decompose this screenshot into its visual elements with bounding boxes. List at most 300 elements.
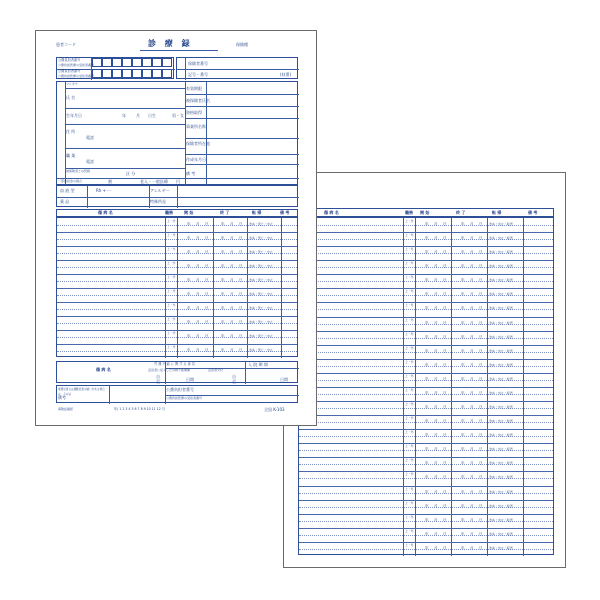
front-row-start-month: 月 bbox=[196, 292, 200, 296]
back-row-start-day: 日 bbox=[443, 461, 447, 466]
back-row-start-year: 年 bbox=[425, 405, 429, 410]
back-row-start-month: 月 bbox=[434, 236, 438, 241]
back-row-end-year: 年 bbox=[461, 250, 465, 255]
back-row-start-day: 日 bbox=[443, 531, 447, 536]
opinion-sub1: 意見書に記入した労務不能期間 bbox=[148, 368, 191, 372]
id-digit-cell bbox=[152, 69, 162, 78]
back-row-outside: 上・外 bbox=[405, 430, 414, 435]
payer2-label: 公費負担者番号 bbox=[58, 69, 81, 73]
remarks-header: 備 考 bbox=[280, 210, 290, 215]
id-digit-cell bbox=[102, 69, 112, 78]
front-row-outcome: 治ゆ・死亡・中止 bbox=[249, 264, 274, 268]
back-row-start-year: 年 bbox=[425, 292, 429, 297]
front-row-start-year: 年 bbox=[187, 306, 191, 310]
front-row-end-year: 年 bbox=[221, 222, 225, 226]
front-row-outside: 上・外 bbox=[167, 289, 176, 293]
back-row-start-month: 月 bbox=[434, 419, 438, 424]
front-row-end-year: 年 bbox=[221, 292, 225, 296]
back-row-end-month: 月 bbox=[470, 475, 474, 480]
back-row-line bbox=[299, 471, 553, 472]
front-row-end-day: 日 bbox=[239, 292, 243, 296]
front-row-end-day: 日 bbox=[239, 348, 243, 352]
back-row-line bbox=[299, 274, 553, 275]
back-row-outside: 上・外 bbox=[405, 317, 414, 322]
back-row-outcome: 治ゆ・中止・転医 bbox=[489, 376, 514, 381]
front-row-line bbox=[57, 316, 297, 317]
back-row-end-year: 年 bbox=[461, 264, 465, 269]
back-occupation-header: 職務 bbox=[405, 210, 413, 215]
occupation-header: 職務 bbox=[165, 210, 173, 215]
id-digit-cell bbox=[162, 58, 172, 67]
back-row-start-year: 年 bbox=[425, 236, 429, 241]
recipient2-label: 公費負担医療の受給者番号 bbox=[58, 74, 95, 78]
back-row-end-month: 月 bbox=[470, 278, 474, 283]
back-row-start-month: 月 bbox=[434, 222, 438, 226]
back-row-end-day: 日 bbox=[479, 517, 483, 522]
back-row-end-year: 年 bbox=[461, 489, 465, 494]
id-digit-cell bbox=[102, 58, 112, 67]
classification-label: 区 分 bbox=[126, 171, 136, 176]
front-row-outside: 上・外 bbox=[167, 303, 176, 307]
back-row-start-year: 年 bbox=[425, 264, 429, 269]
back-row-end-month: 月 bbox=[470, 222, 474, 226]
back-row-end-year: 年 bbox=[461, 292, 465, 297]
front-row-start-day: 日 bbox=[205, 292, 209, 296]
back-row-line bbox=[299, 415, 553, 416]
bottom-disease-header: 傷 病 名 bbox=[96, 367, 111, 372]
back-row-end-day: 日 bbox=[479, 320, 483, 325]
front-row-outcome: 治ゆ・死亡・中止 bbox=[249, 320, 274, 324]
front-row-end-year: 年 bbox=[221, 320, 225, 324]
front-row-line bbox=[57, 260, 297, 261]
back-row-end-year: 年 bbox=[461, 362, 465, 367]
back-row-line bbox=[299, 331, 553, 332]
back-row-outcome: 治ゆ・中止・転医 bbox=[489, 531, 514, 536]
back-row-start-day: 日 bbox=[443, 292, 447, 297]
elderly-label: 老人・一般医療 bbox=[140, 179, 168, 184]
back-record-sheet bbox=[283, 172, 566, 568]
dob-label: 生年月日 bbox=[66, 113, 82, 118]
back-row-end-month: 月 bbox=[470, 320, 474, 325]
back-row-start-year: 年 bbox=[425, 447, 429, 452]
back-row-outside: 上・外 bbox=[405, 472, 414, 477]
front-row-outcome: 治ゆ・死亡・中止 bbox=[249, 222, 274, 226]
back-row-start-day: 日 bbox=[443, 278, 447, 283]
back-row-outside: 上・外 bbox=[405, 458, 414, 463]
back-row-line bbox=[299, 401, 553, 402]
back-row-end-year: 年 bbox=[461, 306, 465, 311]
front-row-start-day: 日 bbox=[205, 348, 209, 352]
back-row-start-month: 月 bbox=[434, 250, 438, 255]
back-row-end-day: 日 bbox=[479, 405, 483, 410]
yen-label: 円 bbox=[176, 179, 180, 184]
back-row-start-day: 日 bbox=[443, 334, 447, 339]
back-row-outcome: 治ゆ・中止・転医 bbox=[489, 545, 514, 550]
back-row-start-year: 年 bbox=[425, 461, 429, 466]
front-row-start-month: 月 bbox=[196, 236, 200, 240]
front-row-outside: 上・外 bbox=[167, 275, 176, 279]
front-row-start-year: 年 bbox=[187, 278, 191, 282]
back-row-start-year: 年 bbox=[425, 489, 429, 494]
back-row-start-month: 月 bbox=[434, 475, 438, 480]
front-row-start-year: 年 bbox=[187, 236, 191, 240]
front-row-start-year: 年 bbox=[187, 320, 191, 324]
back-row-line bbox=[299, 514, 553, 515]
front-row-line bbox=[57, 274, 297, 275]
back-row-outside: 上・外 bbox=[405, 528, 414, 533]
back-row-end-year: 年 bbox=[461, 419, 465, 424]
back-row-end-year: 年 bbox=[461, 475, 465, 480]
front-row-outcome: 治ゆ・死亡・中止 bbox=[249, 292, 274, 296]
back-row-outside: 上・外 bbox=[405, 247, 414, 252]
front-row-start-month: 月 bbox=[196, 264, 200, 268]
back-row-start-year: 年 bbox=[425, 320, 429, 325]
back-row-line bbox=[299, 457, 553, 458]
back-row-start-day: 日 bbox=[443, 433, 447, 438]
back-row-end-month: 月 bbox=[470, 405, 474, 410]
relation-label: 被保険者との続柄 bbox=[66, 169, 91, 173]
footer-public-payer: 公費負担者番号 bbox=[166, 387, 194, 392]
back-row-end-month: 月 bbox=[470, 545, 474, 550]
back-row-end-month: 月 bbox=[470, 461, 474, 466]
front-row-outside: 上・外 bbox=[167, 219, 176, 223]
back-row-start-day: 日 bbox=[443, 264, 447, 269]
fee-ratio-label: 一部負担金の割合 bbox=[58, 179, 83, 183]
back-row-start-month: 月 bbox=[434, 376, 438, 381]
admission-label: 入 院 期 間 bbox=[248, 362, 268, 367]
front-row-end-day: 日 bbox=[239, 306, 243, 310]
back-row-start-year: 年 bbox=[425, 419, 429, 424]
back-row-outcome: 治ゆ・中止・転医 bbox=[489, 433, 514, 438]
back-row-end-month: 月 bbox=[470, 447, 474, 452]
back-row-end-year: 年 bbox=[461, 405, 465, 410]
adm-to-label: 至 bbox=[232, 379, 236, 384]
back-row-outcome: 治ゆ・中止・転医 bbox=[489, 489, 514, 494]
front-row-start-month: 月 bbox=[196, 250, 200, 254]
back-row-outside: 上・外 bbox=[405, 303, 414, 308]
dob-month: 月 bbox=[136, 113, 140, 118]
back-row-line bbox=[299, 260, 553, 261]
front-row-start-day: 日 bbox=[205, 278, 209, 282]
back-row-outside: 上・外 bbox=[405, 331, 414, 336]
back-row-outside: 上・外 bbox=[405, 444, 414, 449]
back-row-outside: 上・外 bbox=[405, 373, 414, 378]
phone-label-2: 電話 bbox=[86, 159, 94, 164]
back-row-outcome: 治ゆ・中止・転医 bbox=[489, 419, 514, 424]
front-row-outside: 上・外 bbox=[167, 331, 176, 335]
back-row-outside: 上・外 bbox=[405, 486, 414, 491]
front-row-line bbox=[57, 232, 297, 233]
back-row-start-day: 日 bbox=[443, 390, 447, 395]
back-row-end-day: 日 bbox=[479, 433, 483, 438]
front-row-end-day: 日 bbox=[239, 320, 243, 324]
back-row-end-year: 年 bbox=[461, 278, 465, 283]
back-row-start-month: 月 bbox=[434, 334, 438, 339]
back-row-outside: 上・外 bbox=[405, 219, 414, 223]
back-row-outcome: 治ゆ・中止・転医 bbox=[489, 517, 514, 522]
back-outcome-header: 転 帰 bbox=[492, 210, 502, 215]
back-row-end-day: 日 bbox=[479, 222, 483, 226]
back-row-line bbox=[299, 302, 553, 303]
back-row-end-year: 年 bbox=[461, 320, 465, 325]
back-row-line bbox=[299, 486, 553, 487]
back-row-outside: 上・外 bbox=[405, 261, 414, 266]
back-row-start-month: 月 bbox=[434, 531, 438, 536]
back-row-end-day: 日 bbox=[479, 489, 483, 494]
patient-code-label: 患者コード bbox=[56, 42, 76, 47]
front-row-end-day: 日 bbox=[239, 264, 243, 268]
back-row-end-month: 月 bbox=[470, 250, 474, 255]
front-row-end-year: 年 bbox=[221, 306, 225, 310]
qualified-date-label: 資格取得 bbox=[186, 110, 202, 115]
footer-remarks: 備考 bbox=[58, 395, 66, 400]
back-row-end-month: 月 bbox=[470, 306, 474, 311]
employer-name-label: 事業所名称 bbox=[186, 124, 206, 129]
back-row-end-month: 月 bbox=[470, 236, 474, 241]
front-row-end-month: 月 bbox=[230, 250, 234, 254]
back-row-outcome: 治ゆ・中止・転医 bbox=[489, 222, 514, 226]
percent-label: 割 bbox=[108, 179, 112, 184]
back-row-start-month: 月 bbox=[434, 503, 438, 508]
back-disease-header: 傷 病 名 bbox=[324, 210, 339, 215]
back-row-end-month: 月 bbox=[470, 292, 474, 297]
back-row-outside: 上・外 bbox=[405, 542, 414, 547]
back-row-line bbox=[299, 359, 553, 360]
back-row-start-year: 年 bbox=[425, 278, 429, 283]
back-row-start-day: 日 bbox=[443, 222, 447, 226]
front-row-end-month: 月 bbox=[230, 222, 234, 226]
front-row-end-day: 日 bbox=[239, 334, 243, 338]
front-row-outcome: 治ゆ・死亡・中止 bbox=[249, 250, 274, 254]
back-row-end-day: 日 bbox=[479, 545, 483, 550]
back-row-end-month: 月 bbox=[470, 433, 474, 438]
back-row-outcome: 治ゆ・中止・転医 bbox=[489, 362, 514, 367]
back-end-header: 終 了 bbox=[456, 210, 466, 215]
name-label: 氏 名 bbox=[66, 95, 76, 100]
back-row-end-month: 月 bbox=[470, 503, 474, 508]
back-row-end-day: 日 bbox=[479, 461, 483, 466]
back-row-outcome: 治ゆ・中止・転医 bbox=[489, 390, 514, 395]
front-row-start-day: 日 bbox=[205, 264, 209, 268]
front-row-end-month: 月 bbox=[230, 348, 234, 352]
page-title: 診 療 録 bbox=[148, 39, 193, 48]
back-row-start-day: 日 bbox=[443, 405, 447, 410]
back-row-start-day: 日 bbox=[443, 517, 447, 522]
back-row-end-year: 年 bbox=[461, 390, 465, 395]
back-row-start-month: 月 bbox=[434, 306, 438, 311]
back-row-start-month: 月 bbox=[434, 405, 438, 410]
start-header: 開 始 bbox=[184, 210, 194, 215]
days-label: 日間 bbox=[186, 377, 194, 382]
back-row-start-month: 月 bbox=[434, 264, 438, 269]
id-digit-cell bbox=[162, 69, 172, 78]
front-row-end-month: 月 bbox=[230, 292, 234, 296]
back-row-start-year: 年 bbox=[425, 545, 429, 550]
back-row-start-day: 日 bbox=[443, 475, 447, 480]
back-row-outside: 上・外 bbox=[405, 345, 414, 350]
back-row-start-month: 月 bbox=[434, 447, 438, 452]
id-digit-cell bbox=[122, 69, 132, 78]
front-row-end-month: 月 bbox=[230, 236, 234, 240]
id-digit-cell bbox=[112, 58, 122, 67]
phone-label-1: 電話 bbox=[86, 135, 94, 140]
end-header: 終 了 bbox=[220, 210, 230, 215]
back-row-outside: 上・外 bbox=[405, 359, 414, 364]
back-row-start-day: 日 bbox=[443, 306, 447, 311]
id-digit-cell bbox=[92, 69, 102, 78]
back-row-end-day: 日 bbox=[479, 250, 483, 255]
back-row-start-year: 年 bbox=[425, 250, 429, 255]
back-row-end-month: 月 bbox=[470, 531, 474, 536]
front-row-start-day: 日 bbox=[205, 250, 209, 254]
back-row-start-year: 年 bbox=[425, 531, 429, 536]
to-label: 至 bbox=[156, 379, 160, 384]
back-row-start-month: 月 bbox=[434, 292, 438, 297]
back-row-outcome: 治ゆ・中止・転医 bbox=[489, 320, 514, 325]
front-row-end-year: 年 bbox=[221, 278, 225, 282]
insurer-location-label: 保険者所在地 bbox=[186, 141, 210, 146]
back-row-end-month: 月 bbox=[470, 517, 474, 522]
back-row-outcome: 治ゆ・中止・転医 bbox=[489, 306, 514, 311]
front-row-outside: 上・外 bbox=[167, 261, 176, 265]
front-row-outcome: 治ゆ・死亡・中止 bbox=[249, 306, 274, 310]
back-row-outside: 上・外 bbox=[405, 514, 414, 519]
back-row-start-day: 日 bbox=[443, 236, 447, 241]
work-accident-note: 業務災害又は通勤災害の疑いがある場合は、その旨 bbox=[58, 388, 105, 396]
front-row-end-year: 年 bbox=[221, 264, 225, 268]
front-row-end-month: 月 bbox=[230, 306, 234, 310]
sex-label: 男・女 bbox=[172, 113, 184, 118]
back-row-start-year: 年 bbox=[425, 433, 429, 438]
front-row-start-year: 年 bbox=[187, 222, 191, 226]
back-row-outcome: 治ゆ・中止・転医 bbox=[489, 236, 514, 241]
back-row-start-day: 日 bbox=[443, 376, 447, 381]
valid-period-label: 有効期限 bbox=[186, 86, 202, 91]
back-row-outcome: 治ゆ・中止・転医 bbox=[489, 475, 514, 480]
back-row-start-year: 年 bbox=[425, 376, 429, 381]
front-row-start-year: 年 bbox=[187, 292, 191, 296]
back-row-end-year: 年 bbox=[461, 376, 465, 381]
back-row-start-day: 日 bbox=[443, 362, 447, 367]
back-row-end-year: 年 bbox=[461, 531, 465, 536]
opinion-title: 労 務 不 能 に 関 す る 意 見 bbox=[154, 362, 195, 366]
front-record-sheet bbox=[35, 30, 317, 426]
back-row-end-month: 月 bbox=[470, 334, 474, 339]
back-row-start-month: 月 bbox=[434, 320, 438, 325]
front-row-outcome: 治ゆ・死亡・中止 bbox=[249, 334, 274, 338]
back-row-end-day: 日 bbox=[479, 419, 483, 424]
allergy-label: アレルギー bbox=[150, 188, 170, 193]
front-row-end-month: 月 bbox=[230, 264, 234, 268]
period-confirm-label: 保険証確認 bbox=[58, 407, 74, 411]
front-row-line bbox=[57, 330, 297, 331]
back-row-start-year: 年 bbox=[425, 222, 429, 226]
back-row-line bbox=[299, 317, 553, 318]
footer-public-recipient: 公費負担医療の受給者番号 bbox=[166, 396, 203, 400]
back-row-start-month: 月 bbox=[434, 517, 438, 522]
back-row-outcome: 治ゆ・中止・転医 bbox=[489, 250, 514, 255]
front-row-line bbox=[57, 288, 297, 289]
back-row-start-day: 日 bbox=[443, 348, 447, 353]
back-row-start-month: 月 bbox=[434, 362, 438, 367]
back-row-end-month: 月 bbox=[470, 348, 474, 353]
back-row-end-day: 日 bbox=[479, 376, 483, 381]
front-row-start-day: 日 bbox=[205, 222, 209, 226]
back-row-end-year: 年 bbox=[461, 503, 465, 508]
payer1-label: 公費負担者番号 bbox=[58, 58, 81, 62]
from-label: 自 bbox=[156, 374, 160, 379]
back-row-start-day: 日 bbox=[443, 503, 447, 508]
back-row-end-year: 年 bbox=[461, 545, 465, 550]
front-row-end-day: 日 bbox=[239, 278, 243, 282]
back-row-line bbox=[299, 288, 553, 289]
back-row-start-month: 月 bbox=[434, 461, 438, 466]
back-row-end-year: 年 bbox=[461, 348, 465, 353]
outcome-header: 転 帰 bbox=[252, 210, 262, 215]
back-row-outside: 上・外 bbox=[405, 233, 414, 238]
adm-days-label: 日間 bbox=[280, 377, 288, 382]
month-row: 年/ 1 2 3 4 5 6 7 8 9 10 11 12 月 bbox=[114, 407, 166, 411]
back-row-end-day: 日 bbox=[479, 306, 483, 311]
id-digit-cell bbox=[132, 58, 142, 67]
back-row-end-month: 月 bbox=[470, 390, 474, 395]
back-row-end-year: 年 bbox=[461, 433, 465, 438]
insured-name-label: 被保険者氏名 bbox=[186, 98, 210, 103]
back-row-end-day: 日 bbox=[479, 264, 483, 269]
id-digit-cell bbox=[142, 58, 152, 67]
back-row-end-year: 年 bbox=[461, 236, 465, 241]
back-row-end-day: 日 bbox=[479, 503, 483, 508]
front-row-start-month: 月 bbox=[196, 222, 200, 226]
back-row-start-month: 月 bbox=[434, 390, 438, 395]
drug-label: 薬 品 bbox=[60, 199, 70, 204]
id-digit-cell bbox=[152, 58, 162, 67]
back-row-line bbox=[299, 443, 553, 444]
back-row-start-month: 月 bbox=[434, 489, 438, 494]
front-row-outside: 上・外 bbox=[167, 345, 176, 349]
back-row-outcome: 治ゆ・中止・転医 bbox=[489, 405, 514, 410]
back-row-end-day: 日 bbox=[479, 292, 483, 297]
front-row-start-month: 月 bbox=[196, 334, 200, 338]
back-row-outside: 上・外 bbox=[405, 416, 414, 421]
back-row-end-day: 日 bbox=[479, 348, 483, 353]
front-row-start-year: 年 bbox=[187, 264, 191, 268]
back-row-start-day: 日 bbox=[443, 447, 447, 452]
back-row-line bbox=[299, 232, 553, 233]
back-row-outside: 上・外 bbox=[405, 289, 414, 294]
adm-from-label: 自 bbox=[232, 374, 236, 379]
front-row-start-month: 月 bbox=[196, 278, 200, 282]
back-row-start-year: 年 bbox=[425, 348, 429, 353]
back-row-line bbox=[299, 528, 553, 529]
back-row-outcome: 治ゆ・中止・転医 bbox=[489, 334, 514, 339]
front-row-end-month: 月 bbox=[230, 320, 234, 324]
front-row-start-year: 年 bbox=[187, 348, 191, 352]
back-row-start-year: 年 bbox=[425, 517, 429, 522]
front-row-outside: 上・外 bbox=[167, 247, 176, 251]
back-row-line bbox=[299, 373, 553, 374]
front-row-outcome: 治ゆ・死亡・中止 bbox=[249, 278, 274, 282]
back-row-line bbox=[299, 542, 553, 543]
back-row-outside: 上・外 bbox=[405, 275, 414, 280]
front-row-line bbox=[57, 302, 297, 303]
back-row-end-day: 日 bbox=[479, 390, 483, 395]
back-row-end-year: 年 bbox=[461, 447, 465, 452]
front-row-start-day: 日 bbox=[205, 236, 209, 240]
back-row-end-year: 年 bbox=[461, 461, 465, 466]
medical-notes-block bbox=[56, 185, 298, 207]
address-label: 住 所 bbox=[66, 129, 76, 134]
